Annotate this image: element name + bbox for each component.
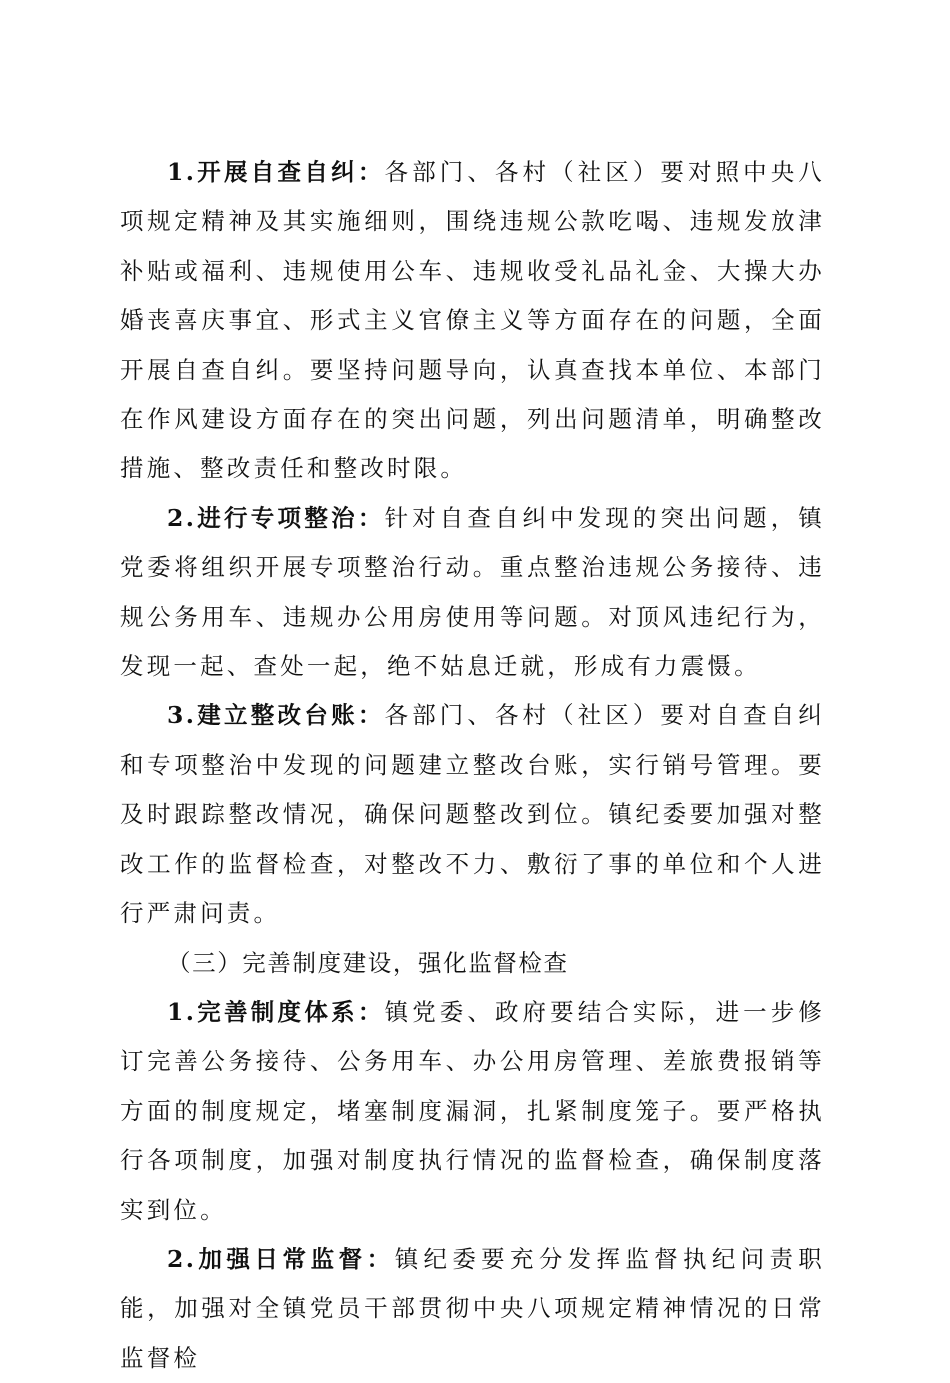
paragraph-text: 针对自查自纠中发现的突出问题，镇党委将组织开展专项整治行动。重点整治违规公务接待、违规公务用车、违规办公用房使用等问题。对顶风违纪行为，发现一起、查处一起，绝不姑息迁就，形成有力震慑。: [120, 503, 826, 681]
paragraph-special-rectification: [120, 494, 825, 692]
paragraph-daily-supervision: [120, 1235, 825, 1383]
document-page: [120, 148, 825, 1383]
paragraph-text: 镇纪委要充分发挥监督执纪问责职能，加强对全镇党员干部贯彻中央八项规定精神情况的日常监督检: [120, 1244, 826, 1372]
paragraph-lead: 1.开展自查自纠：: [167, 158, 385, 186]
paragraph-text: 各部门、各村（社区）要对自查自纠和专项整治中发现的问题建立整改台账，实行销号管理。要及时跟踪整改情况，确保问题整改到位。镇纪委要加强对整改工作的监督检查，对整改不力、敷衍了事的单位和个人进行严肃问责。: [120, 701, 826, 928]
paragraph-lead: 3.建立整改台账：: [167, 701, 385, 730]
paragraph-improve-system: [120, 988, 825, 1235]
paragraph-text: 各部门、各村（社区）要对照中央八项规定精神及其实施细则，围绕违规公款吃喝、违规发放津补贴或福利、违规使用公车、违规收受礼品礼金、大操大办婚丧喜庆事宜、形式主义官僚主义等方面存在的问题，全面开展自查自纠。要坚持问题导向，认真查找本单位、本部门在作风建设方面存在的突出问题，列出问题清单，明确整改措施、整改责任和整改时限。: [120, 158, 826, 483]
paragraph-lead: 1.完善制度体系：: [167, 997, 385, 1026]
paragraph-rectification-ledger: [120, 691, 825, 938]
paragraph-lead: 2.进行专项整治：: [167, 503, 385, 532]
paragraph-lead: 2.加强日常监督：: [167, 1244, 395, 1273]
section-heading: （三）完善制度建设，强化监督检查: [167, 948, 569, 977]
paragraph-text: 镇党委、政府要结合实际，进一步修订完善公务接待、公务用车、办公用房管理、差旅费报销等方面的制度规定，堵塞制度漏洞，扎紧制度笼子。要严格执行各项制度，加强对制度执行情况的监督检查，确保制度落实到位。: [120, 997, 826, 1224]
paragraph-self-inspection: [120, 148, 825, 494]
